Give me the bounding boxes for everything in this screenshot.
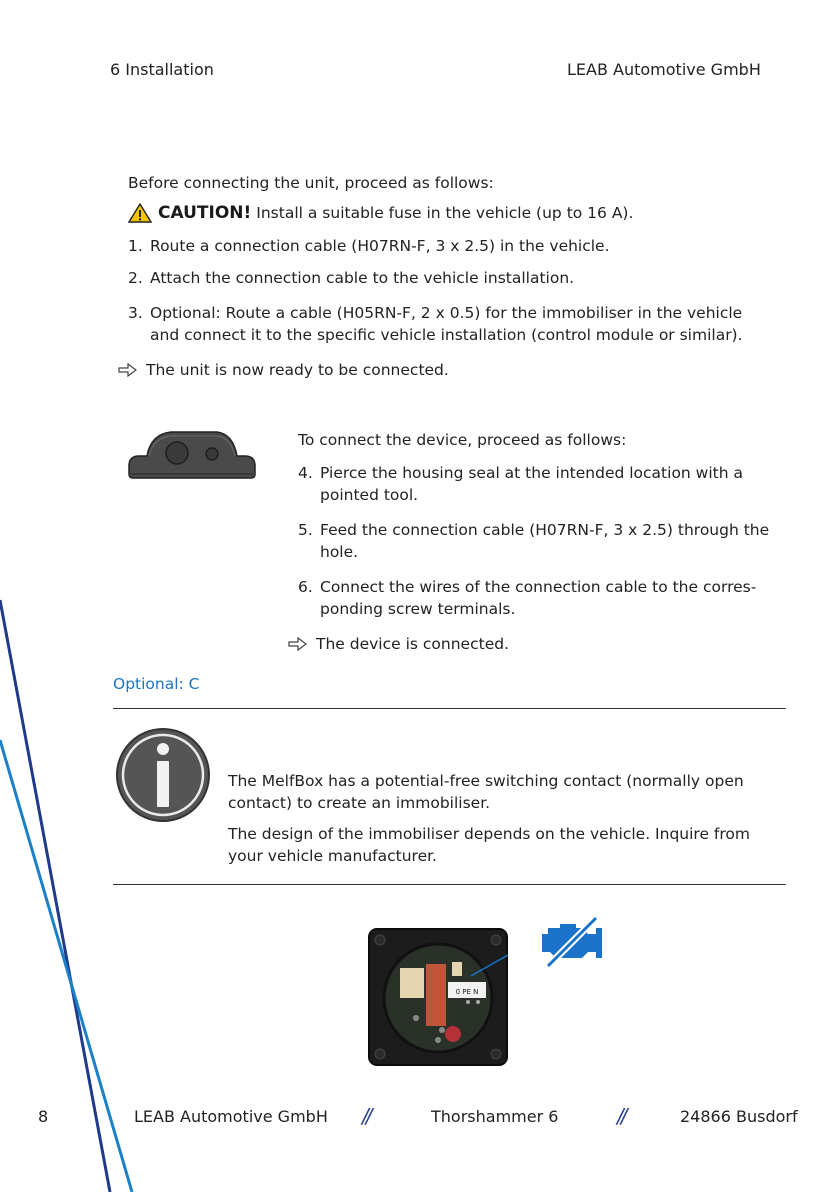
result-arrow-icon: [288, 637, 308, 651]
caution-text: Install a suitable fuse in the vehicle (up to 16 A).: [256, 204, 634, 222]
connect-step-5: 5. Feed the connection cable (H07RN-F, 3 x 2.5) through the hole.: [298, 521, 770, 561]
footer-street: Thorshammer 6: [431, 1107, 559, 1126]
footer-page-number: 8: [38, 1107, 49, 1126]
footer-city: 24866 Busdorf: [680, 1107, 798, 1126]
header-section: 6 Installation: [110, 60, 214, 79]
optional-heading: Optional: C: [113, 675, 200, 693]
engine-disabled-icon: [536, 914, 608, 970]
footer-separator-2: //: [617, 1104, 625, 1128]
result-arrow-icon: [118, 363, 138, 377]
warning-icon: [128, 203, 152, 223]
prep-intro: Before connecting the unit, proceed as follows:: [128, 174, 494, 192]
info-icon: [115, 727, 211, 823]
caution-row: [128, 202, 633, 224]
prep-result: The unit is now ready to be connected.: [118, 359, 449, 381]
info-top-rule: [113, 708, 786, 709]
footer-separator-1: //: [362, 1104, 370, 1128]
footer-company: LEAB Automotive GmbH: [134, 1107, 328, 1126]
housing-seal-image: [125, 428, 259, 480]
prep-step-3: 3. Optional: Route a cable (H05RN-F, 2 x 0.5) for the immobiliser in the vehicle and connect it to the specific vehicle installation (control module or similar).: [128, 304, 743, 344]
prep-step-1: 1. Route a connection cable (H07RN-F, 3 x 2.5) in the vehicle.: [128, 237, 610, 255]
connect-step-4: 4. Pierce the housing seal at the intended location with a pointed tool.: [298, 464, 743, 504]
circuit-board-image: [368, 928, 508, 1066]
connect-step-6: 6. Connect the wires of the connection cable to the corres- ponding screw terminals.: [298, 578, 757, 618]
prep-step-2: 2. Attach the connection cable to the vehicle installation.: [128, 269, 575, 287]
info-para-2: The design of the immobiliser depends on the vehicle. Inquire from your vehicle manufacturer.: [228, 825, 750, 865]
info-para-1: The MelfBox has a potential-free switching contact (normally open contact) to create an immobiliser.: [228, 772, 744, 812]
terminal-label: 0 PE N: [455, 988, 479, 996]
caution-label: CAUTION!: [158, 203, 252, 223]
header-company: LEAB Automotive GmbH: [567, 60, 761, 79]
connect-intro: To connect the device, proceed as follows:: [298, 431, 627, 449]
info-bottom-rule: [113, 884, 786, 885]
connect-result: The device is connected.: [288, 633, 509, 655]
